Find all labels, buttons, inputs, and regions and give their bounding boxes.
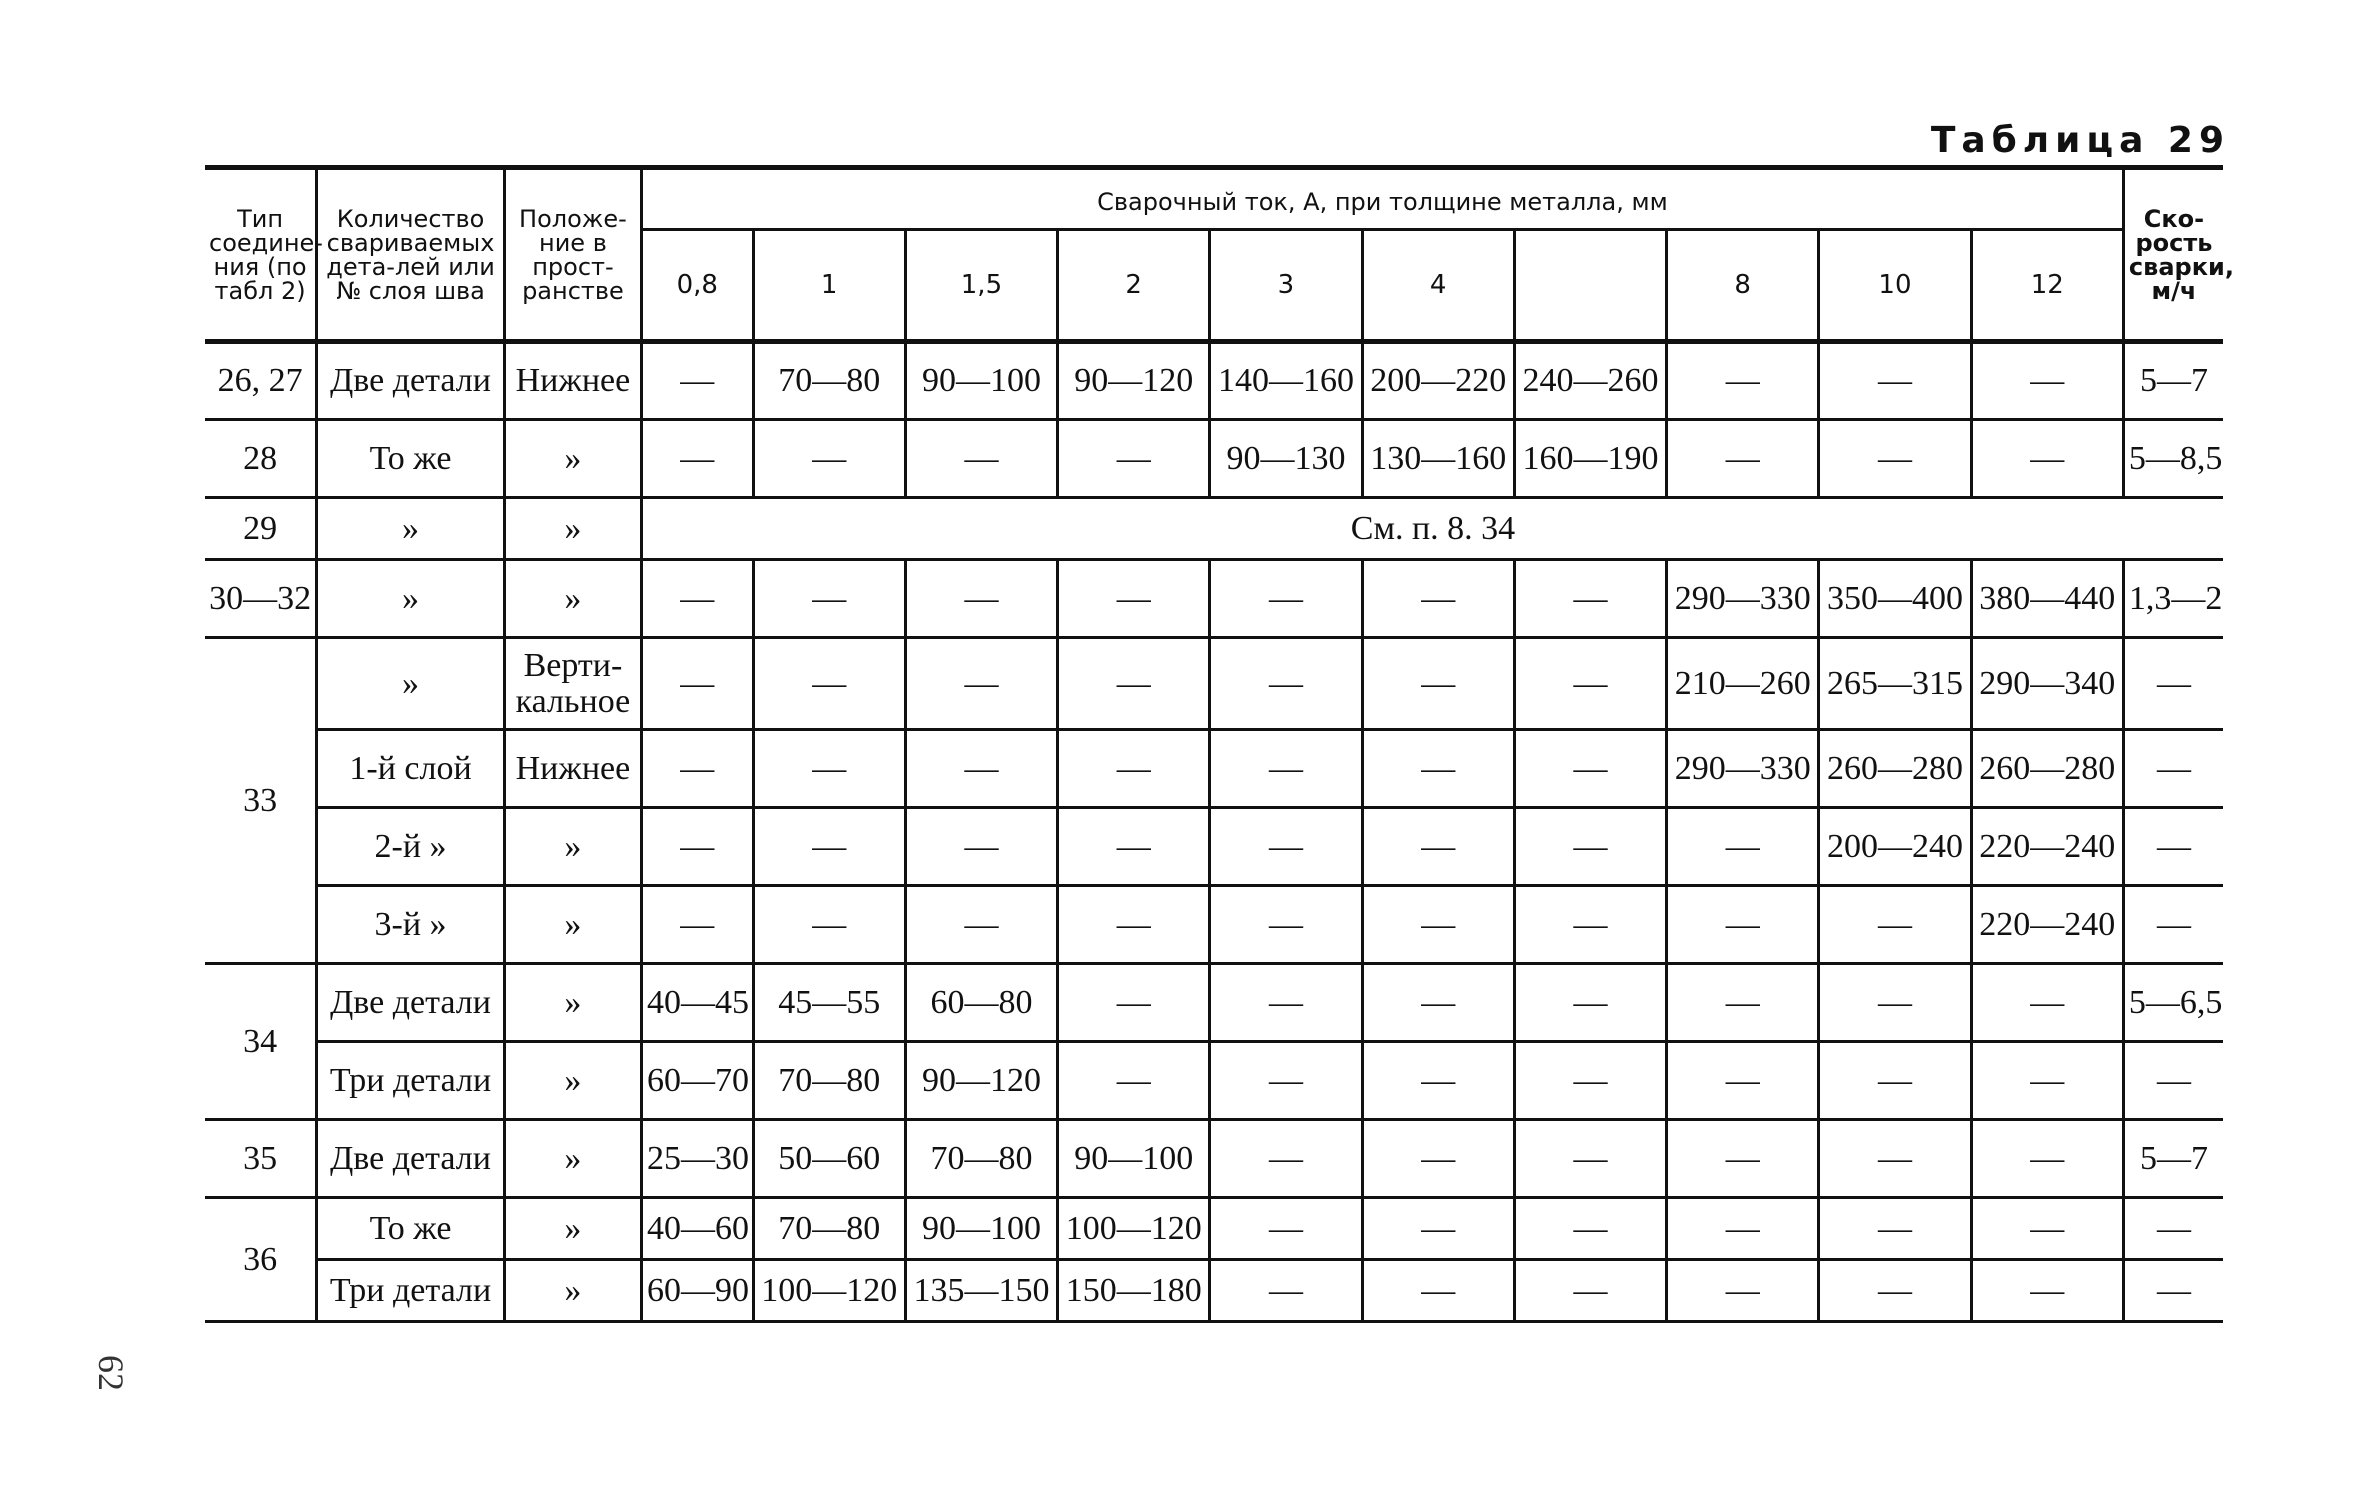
cell-count: 1-й слой <box>317 730 505 808</box>
cell-position: » <box>504 1198 641 1260</box>
thickness-header: 2 <box>1058 230 1210 342</box>
cell-position: Нижнее <box>504 730 641 808</box>
cell-count: » <box>317 498 505 560</box>
cell-position: » <box>504 560 641 638</box>
cell-current: — <box>1058 730 1210 808</box>
page-number: 62 <box>91 1355 131 1391</box>
cell-current: 140—160 <box>1210 342 1362 420</box>
cell-current: — <box>641 420 753 498</box>
cell-current: — <box>1819 1260 1971 1322</box>
cell-current: 90—100 <box>905 1198 1057 1260</box>
cell-count: Две детали <box>317 964 505 1042</box>
cell-current: — <box>1210 638 1362 730</box>
cell-type: 33 <box>205 638 317 964</box>
cell-current: — <box>641 886 753 964</box>
cell-current: 290—340 <box>1971 638 2123 730</box>
cell-count: Три детали <box>317 1042 505 1120</box>
cell-current: 260—280 <box>1971 730 2123 808</box>
cell-current: 70—80 <box>753 1042 905 1120</box>
cell-current: — <box>1514 730 1666 808</box>
cell-current: 380—440 <box>1971 560 2123 638</box>
cell-position: Нижнее <box>504 342 641 420</box>
cell-type: 36 <box>205 1198 317 1322</box>
table-row <box>205 560 2223 638</box>
cell-current: — <box>1058 1042 1210 1120</box>
cell-current: — <box>1667 1198 1819 1260</box>
thickness-header: 12 <box>1971 230 2123 342</box>
cell-current: 50—60 <box>753 1120 905 1198</box>
table-caption: Таблица 29 <box>1930 120 2230 161</box>
cell-current: — <box>1210 964 1362 1042</box>
cell-current: — <box>1362 1042 1514 1120</box>
cell-note: См. п. 8. 34 <box>641 498 2223 560</box>
cell-count: Две детали <box>317 342 505 420</box>
cell-current: 90—100 <box>1058 1120 1210 1198</box>
cell-current: — <box>905 560 1057 638</box>
cell-speed: — <box>2123 638 2223 730</box>
cell-current: — <box>1058 808 1210 886</box>
cell-current: 210—260 <box>1667 638 1819 730</box>
cell-position: » <box>504 1260 641 1322</box>
thickness-header: 1 <box>753 230 905 342</box>
cell-current: — <box>1514 1198 1666 1260</box>
cell-current: — <box>1971 964 2123 1042</box>
cell-current: — <box>1362 1120 1514 1198</box>
cell-current: 220—240 <box>1971 808 2123 886</box>
cell-speed: 5—7 <box>2123 342 2223 420</box>
cell-current: — <box>641 560 753 638</box>
cell-current: — <box>1210 1042 1362 1120</box>
cell-current: — <box>1819 1198 1971 1260</box>
cell-count: 3-й » <box>317 886 505 964</box>
cell-current: 350—400 <box>1819 560 1971 638</box>
cell-current: — <box>1971 342 2123 420</box>
cell-position: » <box>504 420 641 498</box>
cell-current: 135—150 <box>905 1260 1057 1322</box>
thickness-header: 8 <box>1667 230 1819 342</box>
cell-current: — <box>1667 886 1819 964</box>
cell-speed: 1,3—2 <box>2123 560 2223 638</box>
cell-current: — <box>1819 420 1971 498</box>
cell-current: — <box>1514 1120 1666 1198</box>
header-type: Тип соедине-ния (по табл 2) <box>205 168 317 342</box>
cell-count: 2-й » <box>317 808 505 886</box>
cell-count: Две детали <box>317 1120 505 1198</box>
cell-current: — <box>1362 730 1514 808</box>
cell-current: — <box>1210 560 1362 638</box>
cell-current: — <box>1362 638 1514 730</box>
cell-current: — <box>1210 886 1362 964</box>
cell-current: 40—45 <box>641 964 753 1042</box>
cell-current: — <box>641 730 753 808</box>
cell-current: 60—90 <box>641 1260 753 1322</box>
cell-current: — <box>753 420 905 498</box>
cell-current: 260—280 <box>1819 730 1971 808</box>
cell-speed: — <box>2123 730 2223 808</box>
table-row <box>205 342 2223 420</box>
cell-current: — <box>1514 638 1666 730</box>
cell-current: — <box>1667 964 1819 1042</box>
thickness-header: 4 <box>1362 230 1514 342</box>
thickness-header: 0,8 <box>641 230 753 342</box>
header-speed: Ско-рость сварки, м/ч <box>2123 168 2223 342</box>
cell-current: — <box>1058 420 1210 498</box>
cell-current: 200—220 <box>1362 342 1514 420</box>
cell-current: 220—240 <box>1971 886 2123 964</box>
cell-current: 130—160 <box>1362 420 1514 498</box>
cell-speed: — <box>2123 886 2223 964</box>
cell-current: — <box>1514 560 1666 638</box>
thickness-header: 3 <box>1210 230 1362 342</box>
thickness-header: 1,5 <box>905 230 1057 342</box>
cell-current: — <box>1971 1260 2123 1322</box>
cell-current: — <box>1362 808 1514 886</box>
cell-position: » <box>504 498 641 560</box>
cell-current: 40—60 <box>641 1198 753 1260</box>
table-row <box>205 1198 2223 1260</box>
cell-current: — <box>1362 560 1514 638</box>
cell-current: — <box>1362 964 1514 1042</box>
cell-current: — <box>1971 1042 2123 1120</box>
cell-current: — <box>641 342 753 420</box>
header-row <box>205 168 2223 230</box>
cell-current: — <box>1514 886 1666 964</box>
cell-count: То же <box>317 1198 505 1260</box>
cell-current: — <box>1514 808 1666 886</box>
table-row <box>205 886 2223 964</box>
table-row <box>205 498 2223 560</box>
cell-current: — <box>1514 1042 1666 1120</box>
table-row <box>205 638 2223 730</box>
cell-current: — <box>1362 886 1514 964</box>
cell-current: — <box>1667 808 1819 886</box>
cell-current: — <box>905 420 1057 498</box>
table-row <box>205 730 2223 808</box>
cell-current: — <box>1210 808 1362 886</box>
cell-current: — <box>1819 342 1971 420</box>
table-row <box>205 420 2223 498</box>
header-position: Положе-ние в прост-ранстве <box>504 168 641 342</box>
cell-position: » <box>504 964 641 1042</box>
cell-current: — <box>1667 1120 1819 1198</box>
cell-speed: 5—6,5 <box>2123 964 2223 1042</box>
thickness-header: 10 <box>1819 230 1971 342</box>
cell-current: 90—120 <box>1058 342 1210 420</box>
table-row <box>205 808 2223 886</box>
header-current-group: Сварочный ток, А, при толщине металла, мм <box>641 168 2123 230</box>
cell-current: — <box>1210 1120 1362 1198</box>
cell-current: — <box>1819 1042 1971 1120</box>
cell-current: — <box>753 730 905 808</box>
cell-current: — <box>1667 420 1819 498</box>
cell-current: 70—80 <box>753 342 905 420</box>
cell-current: 200—240 <box>1819 808 1971 886</box>
cell-count: Три детали <box>317 1260 505 1322</box>
cell-current: — <box>1667 1260 1819 1322</box>
cell-current: 290—330 <box>1667 730 1819 808</box>
cell-current: 100—120 <box>1058 1198 1210 1260</box>
cell-position: » <box>504 886 641 964</box>
cell-count: » <box>317 560 505 638</box>
cell-type: 30—32 <box>205 560 317 638</box>
cell-speed: — <box>2123 1042 2223 1120</box>
cell-current: — <box>905 808 1057 886</box>
cell-current: — <box>753 808 905 886</box>
cell-count: » <box>317 638 505 730</box>
cell-current: — <box>1210 1260 1362 1322</box>
cell-type: 26, 27 <box>205 342 317 420</box>
cell-speed: — <box>2123 1198 2223 1260</box>
cell-current: 70—80 <box>905 1120 1057 1198</box>
table-row <box>205 964 2223 1042</box>
cell-current: — <box>1819 1120 1971 1198</box>
thickness-header <box>1514 230 1666 342</box>
welding-current-table <box>205 165 2234 1323</box>
cell-position: Верти-кальное <box>504 638 641 730</box>
cell-current: 90—120 <box>905 1042 1057 1120</box>
cell-position: » <box>504 1120 641 1198</box>
cell-current: — <box>1362 1198 1514 1260</box>
cell-current: 90—130 <box>1210 420 1362 498</box>
cell-current: — <box>905 730 1057 808</box>
cell-current: — <box>1819 964 1971 1042</box>
cell-speed: — <box>2123 808 2223 886</box>
cell-current: 290—330 <box>1667 560 1819 638</box>
cell-current: — <box>905 638 1057 730</box>
cell-type: 28 <box>205 420 317 498</box>
cell-current: — <box>1971 1120 2123 1198</box>
cell-current: — <box>641 808 753 886</box>
cell-count: То же <box>317 420 505 498</box>
cell-current: — <box>753 560 905 638</box>
cell-current: 90—100 <box>905 342 1057 420</box>
cell-current: — <box>1058 560 1210 638</box>
cell-current: 60—70 <box>641 1042 753 1120</box>
cell-speed: 5—7 <box>2123 1120 2223 1198</box>
cell-current: 100—120 <box>753 1260 905 1322</box>
cell-current: 70—80 <box>753 1198 905 1260</box>
cell-current: — <box>1667 342 1819 420</box>
cell-current: — <box>1819 886 1971 964</box>
cell-current: — <box>1514 1260 1666 1322</box>
cell-current: — <box>1058 964 1210 1042</box>
cell-current: — <box>1514 964 1666 1042</box>
cell-position: » <box>504 808 641 886</box>
cell-current: — <box>1058 638 1210 730</box>
table-row <box>205 1260 2223 1322</box>
cell-current: 150—180 <box>1058 1260 1210 1322</box>
cell-current: 25—30 <box>641 1120 753 1198</box>
cell-current: — <box>753 886 905 964</box>
cell-current: — <box>1058 886 1210 964</box>
cell-current: — <box>1667 1042 1819 1120</box>
cell-current: 45—55 <box>753 964 905 1042</box>
cell-current: — <box>1210 1198 1362 1260</box>
cell-current: — <box>905 886 1057 964</box>
cell-current: 60—80 <box>905 964 1057 1042</box>
cell-speed: — <box>2123 1260 2223 1322</box>
cell-type: 35 <box>205 1120 317 1198</box>
cell-current: — <box>1362 1260 1514 1322</box>
cell-current: — <box>641 638 753 730</box>
cell-type: 29 <box>205 498 317 560</box>
cell-current: 240—260 <box>1514 342 1666 420</box>
table-row <box>205 1042 2223 1120</box>
table-row <box>205 1120 2223 1198</box>
cell-current: — <box>753 638 905 730</box>
cell-current: 265—315 <box>1819 638 1971 730</box>
cell-position: » <box>504 1042 641 1120</box>
cell-current: — <box>1971 1198 2123 1260</box>
header-count: Количество свариваемых дета-лей или № слоя шва <box>317 168 505 342</box>
cell-current: 160—190 <box>1514 420 1666 498</box>
cell-speed: 5—8,5 <box>2123 420 2223 498</box>
cell-current: — <box>1971 420 2123 498</box>
cell-type: 34 <box>205 964 317 1120</box>
cell-current: — <box>1210 730 1362 808</box>
